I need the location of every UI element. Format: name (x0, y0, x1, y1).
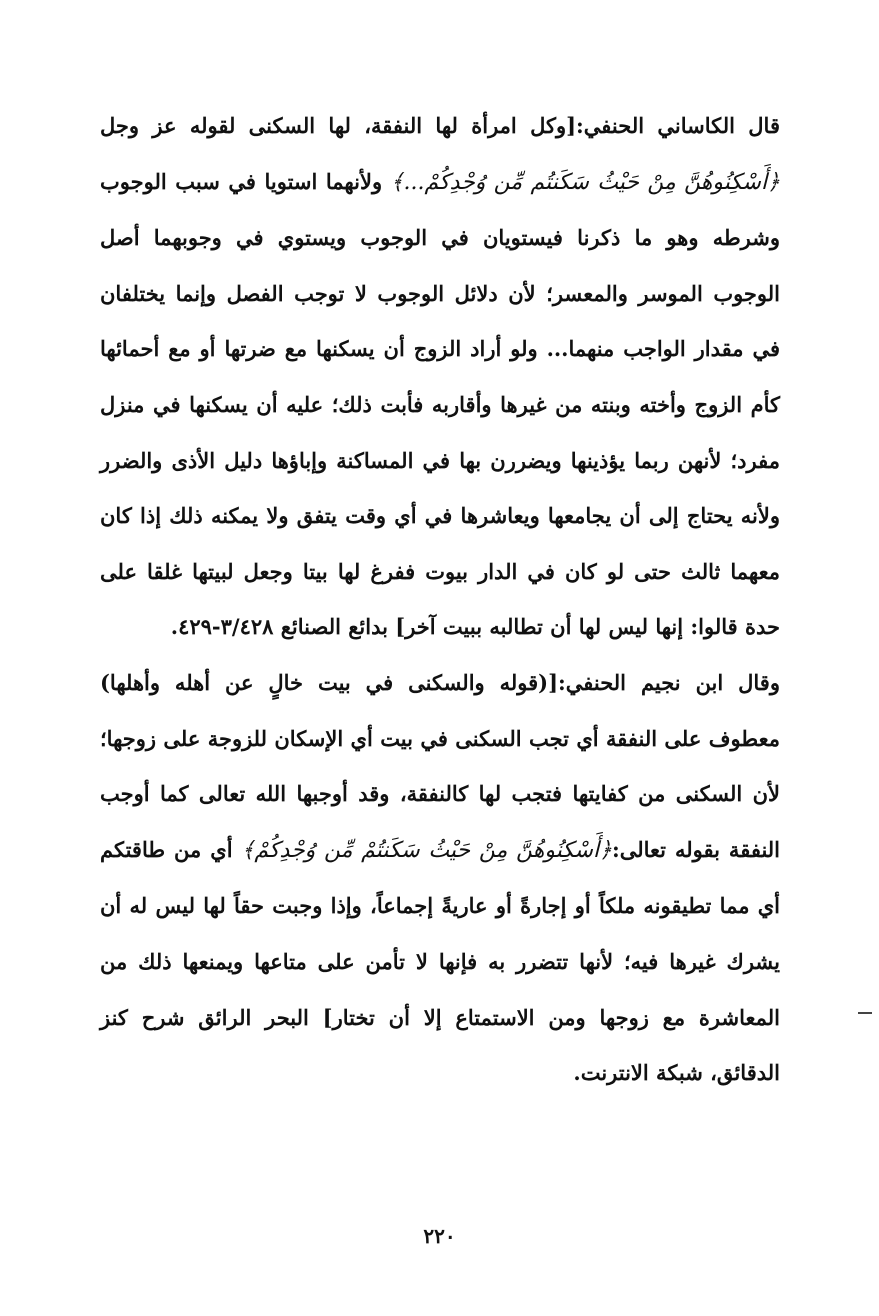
paragraph-kasani-body: ولأنهما استويا في سبب الوجوب وشرطه وهو ما ذكرنا فيستويان في الوجوب ويستوي في وجوبهما أصل الوجوب الموسر والمعسر؛ لأن دلائل الوجوب لا توجب الفصل وإنما يختلفان في مقدار الواجب منهما... ولو أراد الزوج أن يسكنها مع ضرتها أو مع أحمائها كأم الزوج وأخته وبنته من غيرها وأقاربه فأبت ذلك؛ عليه أن يسكنها في منزل مفرد؛ لأنهن ربما يؤذينها ويضررن بها في المساكنة وإباؤها دليل الأذى والضرر ولأنه يحتاج إلى أن يجامعها ويعاشرها في أي وقت يتفق ولا يمكنه ذلك إذا كان معهما ثالث حتى لو كان في الدار بيوت ففرغ لها بيتا وجعل لبيتها غلقا على حدة قالوا: إنها ليس لها أن تطالبه ببيت آخر] بدائع الصنائع ٣/٤٢٨-٤٢٩. (100, 168, 781, 640)
quran-verse: ﴿أَسْكِنُوهُنَّ مِنْ حَيْثُ سَكَنتُم مِّن وُجْدِكُمْ...﴾ (390, 169, 780, 195)
quran-verse: ﴿أَسْكِنُوهُنَّ مِنْ حَيْثُ سَكَنتُمْ مِّن وُجْدِكُمْ﴾ (241, 837, 612, 863)
body-text (100, 98, 780, 1101)
paragraph-kasani (100, 98, 780, 655)
margin-mark (858, 1012, 872, 1014)
paragraph-kasani-intro: قال الكاساني الحنفي:[وكل امرأة لها النفقة، لها السكنى لقوله عز وجل (100, 113, 780, 138)
paragraph-ibn-nujaym-intro: وقال ابن نجيم الحنفي:[(قوله والسكنى في بيت خالٍ عن أهله وأهلها) معطوف على النفقة أي تجب السكنى في بيت أي الإسكان للزوجة على زوجها؛ لأن السكنى من كفايتها فتجب لها كالنفقة، وقد أوجبها الله تعالى كما أوجب النفقة بقوله تعالى: (100, 669, 781, 862)
page-number: ٢٢٠ (423, 1224, 456, 1248)
paragraph-ibn-nujaym (100, 655, 780, 1101)
paragraph-ibn-nujaym-body: أي من طاقتكم أي مما تطيقونه ملكاً أو إجارةً أو عاريةً إجماعاً، وإذا وجبت حقاً لها ليس له أن يشرك غيرها فيه؛ لأنها تتضرر به فإنها لا تأمن على متاعها ويمنعها ذلك من المعاشرة مع زوجها ومن الاستمتاع إلا أن تختار] البحر الرائق شرح كنز الدقائق، شبكة الانترنت. (100, 836, 780, 1086)
